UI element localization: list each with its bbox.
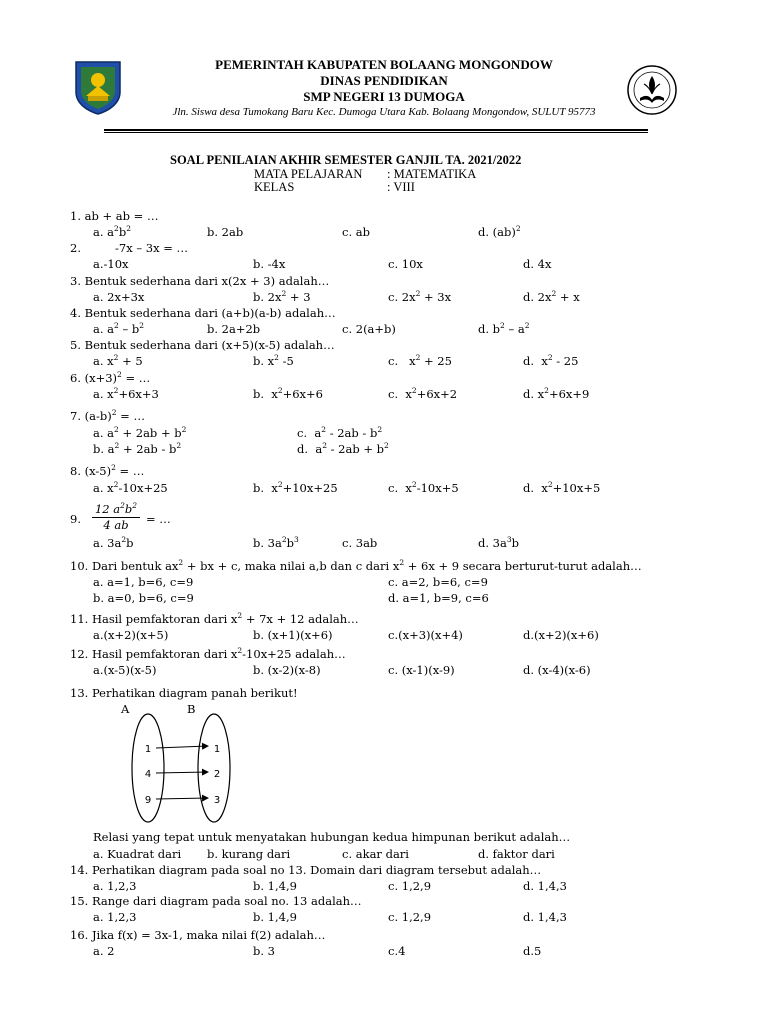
q9-numerator: 12 $a^2b^2$: [92, 502, 140, 518]
q3-option-c: c. $2x^2 + 3x$: [388, 289, 452, 304]
q15-option-d: d. 1,4,3: [523, 910, 567, 924]
q6-option-d: d. $x^2+6x+9$: [523, 386, 590, 401]
q2-option-d: d. 4x: [523, 257, 552, 271]
q2-option-b: b. -4x: [253, 257, 286, 271]
exam-title: SOAL PENILAIAN AKHIR SEMESTER GANJIL TA. 2021/2022: [170, 153, 522, 167]
q6-option-c: c. $x^2+6x+2$: [388, 386, 458, 401]
q1-option-a: a. $a^2b^2$: [93, 224, 131, 239]
q4-option-b: b. 2a+2b: [207, 322, 261, 336]
q16-option-a: a. 2: [93, 944, 115, 958]
q16-option-c: c.4: [388, 944, 406, 958]
q11-option-c: c.(x+3)(x+4): [388, 628, 463, 642]
q7-option-b: b. $a^2 + 2ab - b^2$: [93, 441, 182, 456]
question-14: 14. Perhatikan diagram pada soal no 13. Domain dari diagram tersebut adalah…: [70, 863, 542, 877]
set-b-element-3: 3: [213, 795, 221, 806]
question-6: 6. $(x+3)^2$ = …: [70, 370, 151, 385]
q6-option-b: b. $x^2+6x+6$: [253, 386, 323, 401]
question-5: 5. Bentuk sederhana dari (x+5)(x-5) adalah…: [70, 338, 335, 352]
q7-option-c: c. $a^2 - 2ab - b^2$: [297, 425, 383, 440]
q9-option-a: a. $3a^2b$: [93, 535, 134, 550]
q8-option-d: d. $x^2+10x+5$: [523, 480, 601, 495]
set-b-element-2: 2: [213, 769, 221, 780]
q3-option-d: d. $2x^2 + x$: [523, 289, 580, 304]
q1-option-b: b. 2ab: [207, 225, 244, 239]
question-15: 15. Range dari diagram pada soal no. 13 adalah…: [70, 894, 362, 908]
q9-denominator: 4 ab: [103, 518, 129, 532]
q7-option-a: a. $a^2 + 2ab + b^2$: [93, 425, 187, 440]
q13-option-d: d. faktor dari: [478, 847, 555, 861]
q8-option-c: c. $x^2-10x+5$: [388, 480, 459, 495]
q10-option-d: d. a=1, b=9, c=6: [388, 591, 489, 605]
arrow-1-to-1: [156, 746, 208, 748]
q2-option-a: a.-10x: [93, 257, 129, 271]
q9-equals: = …: [146, 512, 171, 526]
set-a-element-3: 9: [144, 795, 152, 806]
set-b-label: B: [187, 702, 196, 716]
question-16: 16. Jika f(x) = 3x-1, maka nilai f(2) adalah…: [70, 928, 326, 942]
q9-fraction: [92, 502, 140, 532]
question-13: 13. Perhatikan diagram panah berikut!: [70, 686, 298, 700]
arrow-diagram: [118, 712, 248, 824]
q11-option-d: d.(x+2)(x+6): [523, 628, 599, 642]
q9-option-d: d. $3a^3b$: [478, 535, 520, 550]
q14-option-b: b. 1,4,9: [253, 879, 297, 893]
question-4: 4. Bentuk sederhana dari (a+b)(a-b) adalah…: [70, 306, 336, 320]
question-8: 8. $(x-5)^2$ = …: [70, 463, 145, 478]
q13-option-b: b. kurang dari: [207, 847, 291, 861]
question-1: 1. ab + ab = …: [70, 209, 159, 223]
q12-option-d: d. (x-4)(x-6): [523, 663, 591, 677]
question-3: 3. Bentuk sederhana dari x(2x + 3) adalah…: [70, 274, 330, 288]
q13-prompt: Relasi yang tepat untuk menyatakan hubungan kedua himpunan berikut adalah…: [93, 830, 571, 844]
q5-option-a: a. $x^2 + 5$: [93, 353, 143, 368]
question-7: 7. $(a-b)^2$ = …: [70, 408, 145, 423]
q1-option-c: c. ab: [342, 225, 370, 239]
q8-option-a: a. $x^2-10x+25$: [93, 480, 168, 495]
arrow-9-to-3: [156, 798, 208, 799]
q14-option-a: a. 1,2,3: [93, 879, 137, 893]
q4-option-a: a. $a^2 - b^2$: [93, 321, 145, 336]
q7-option-d: d. $a^2 - 2ab + b^2$: [297, 441, 389, 456]
question-12: 12. Hasil pemfaktoran dari $x^2-10x+25$ adalah…: [70, 646, 346, 661]
q2-option-c: c. 10x: [388, 257, 423, 271]
q1-option-d: d. (ab)$^2$: [478, 224, 521, 239]
q14-option-d: d. 1,4,3: [523, 879, 567, 893]
subject-value: : MATEMATIKA: [387, 167, 477, 181]
header-rule-thin: [104, 132, 648, 133]
q5-option-d: d. $x^2 - 25$: [523, 353, 579, 368]
q10-option-c: c. a=2, b=6, c=9: [388, 575, 488, 589]
q14-option-c: c. 1,2,9: [388, 879, 432, 893]
question-9-number: 9.: [70, 512, 81, 526]
question-10: 10. Dari bentuk $ax^2$ + bx + c, maka nilai a,b dan c dari $x^2 + 6x + 9$ secara berturut-turut adalah…: [70, 558, 642, 573]
q4-option-d: d. $b^2 - a^2$: [478, 321, 530, 336]
class-value: : VIII: [387, 180, 415, 194]
q5-option-c: c. $x^2 + 25$: [388, 353, 452, 368]
subject-label: MATA PELAJARAN: [254, 167, 363, 181]
q8-option-b: b. $x^2+10x+25$: [253, 480, 338, 495]
q12-option-b: b. (x-2)(x-8): [253, 663, 321, 677]
q15-option-a: a. 1,2,3: [93, 910, 137, 924]
q9-option-c: c. 3ab: [342, 536, 378, 550]
q5-option-b: b. $x^2$ -5: [253, 353, 294, 368]
header-department: DINAS PENDIDIKAN: [320, 73, 448, 88]
q12-option-c: c. (x-1)(x-9): [388, 663, 455, 677]
question-11: 11. Hasil pemfaktoran dari $x^2 + 7x + 12$ adalah…: [70, 611, 359, 626]
set-a-label: A: [121, 702, 130, 716]
question-2-number: 2.: [70, 241, 81, 255]
set-a-element-1: 1: [144, 744, 152, 755]
q3-option-b: b. $2x^2 + 3$: [253, 289, 311, 304]
q11-option-a: a.(x+2)(x+5): [93, 628, 169, 642]
q16-option-d: d.5: [523, 944, 542, 958]
q12-option-a: a.(x-5)(x-5): [93, 663, 157, 677]
set-b-element-1: 1: [213, 744, 221, 755]
q13-option-c: c. akar dari: [342, 847, 409, 861]
question-2: -7x – 3x = …: [115, 241, 188, 255]
header-rule-thick: [104, 129, 648, 131]
q4-option-c: c. 2(a+b): [342, 322, 396, 336]
q6-option-a: a. $x^2+6x+3$: [93, 386, 159, 401]
q3-option-a: a. 2x+3x: [93, 290, 145, 304]
q15-option-b: b. 1,4,9: [253, 910, 297, 924]
q9-option-b: b. $3a^2b^3$: [253, 535, 299, 550]
set-a-element-2: 4: [144, 769, 152, 780]
q16-option-b: b. 3: [253, 944, 275, 958]
header-school: SMP NEGERI 13 DUMOGA: [303, 89, 465, 104]
header-government: PEMERINTAH KABUPATEN BOLAANG MONGONDOW: [215, 57, 553, 72]
q10-option-b: b. a=0, b=6, c=9: [93, 591, 194, 605]
q10-option-a: a. a=1, b=6, c=9: [93, 575, 194, 589]
header-address: Jln. Siswa desa Tumokang Baru Kec. Dumoga Utara Kab. Bolaang Mongondow, SULUT 95773: [172, 106, 596, 118]
class-label: KELAS: [254, 180, 295, 194]
q15-option-c: c. 1,2,9: [388, 910, 432, 924]
q13-option-a: a. Kuadrat dari: [93, 847, 182, 861]
q11-option-b: b. (x+1)(x+6): [253, 628, 333, 642]
